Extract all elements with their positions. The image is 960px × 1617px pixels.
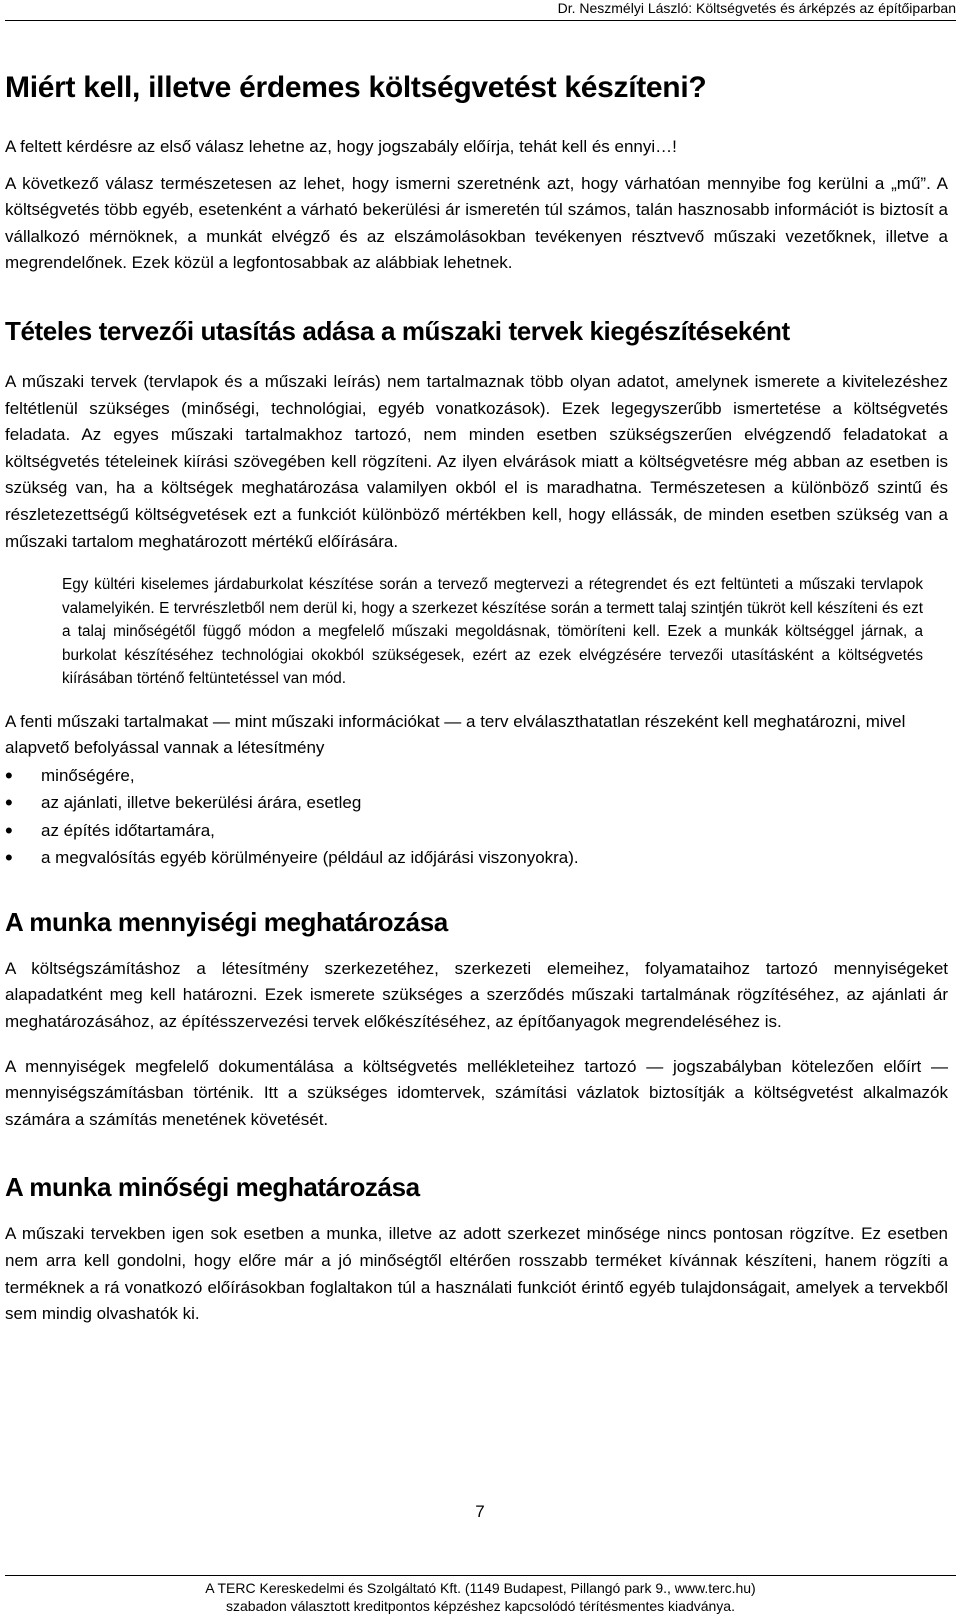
list-item: • az ajánlati, illetve bekerülési árára, esetleg: [5, 789, 948, 817]
section-title-quality: A munka minőségi meghatározása: [5, 1172, 420, 1203]
list-item: • minőségére,: [5, 762, 948, 790]
running-header-title: Dr. Neszmélyi László: Költségvetés és árképzés az építőiparban: [557, 0, 956, 16]
page-number: 7: [475, 1502, 485, 1521]
footer: [5, 1575, 956, 1615]
paragraph-why-1: A feltett kérdésre az első válasz lehetne az, hogy jogszabály előírja, tehát kell és ennyi…!: [5, 137, 677, 156]
running-header: [5, 0, 956, 21]
paragraph-design-1: A műszaki tervek (tervlapok és a műszaki leírás) nem tartalmaznak több olyan adatot, amelynek ismerete a kivitelezéshez feltétlenül szükséges (minőségi, technológiai, egyéb vonatkozások). Ezek legegyszerűbb ismertetése a költségvetés feladata. Az egyes műszaki tartalmakhoz tartozó, nem minden esetben szükségszerűen elvégzendő feladatokat a költségvetés tételeinek kiírási szövegében kell rögzíteni. Az ilyen elvárások miatt a költségvetésre még abban az esetben is szükség van, ha a költségek meghatározása valamilyen okból el is maradhatna. Természetesen a különböző szintű és részletezettségű költségvetések ezt a funkciót különböző mértékben kell, hogy ellássák, de minden esetben szükség van a műszaki tartalom meghatározott mértékű előírására.: [5, 371, 948, 551]
footer-line-2: szabadon választott kreditpontos képzéshez kapcsolódó térítésmentes kiadványa.: [226, 1598, 735, 1614]
impact-list: [5, 762, 948, 872]
example-paragraph: Egy kültéri kiselemes járdaburkolat készítése során a tervező megtervezi a rétegrendet és ezt feltünteti a műszaki tervlapok valamelyikén. E tervrészletből nem derül ki, hogy a szerkezet készítése során a termett talaj szintjén tükröt kell készíteni és ezt a talaj minőségétől függő módon a megfelelő műszaki megoldásnak, tömöríteni kell. Ezek a munkák költséggel járnak, a burkolat készítéséhez technológiai okokból szükségesek, ezért az ezek elvégzésére tervezői utasításként a költségvetés kiírásában történő feltüntetéssel van mód.: [62, 576, 923, 688]
paragraph-quality-1: A műszaki tervekben igen sok esetben a munka, illetve az adott szerkezet minősége nincs pontosan rögzítve. Ez esetben nem arra kell gondolni, hogy előre már a jó minőségtől eltérően rosszabb terméket kívánnak készíteni, hanem rögzíti a terméknek a rá vonatkozó előírásokban foglaltakon túl a használati funkciót érintő egyéb tulajdonságait, amelyek a tervekből sem mindig olvashatók ki.: [5, 1224, 948, 1324]
section-title-design: Tételes tervezői utasítás adása a műszaki tervek kiegészítéseként: [5, 315, 790, 346]
paragraph-quantity-2: A mennyiségek megfelelő dokumentálása a költségvetés mellékleteihez tartozó — jogszabályban kötelezően előírt — mennyiségszámításban történik. Itt a szükséges idomtervek, számítási vázlatok biztosítják a költségvetést alkalmazók számára a számítás menetének követését.: [5, 1056, 948, 1129]
paragraph-design-2: A fenti műszaki tartalmakat — mint műszaki információkat — a terv elválaszthatatlan részeként kell meghatározni, mivel alapvető befolyással vannak a létesítmény: [5, 711, 906, 758]
paragraph-why-2: A következő válasz természetesen az lehet, hogy ismerni szeretnénk azt, hogy várhatóan mennyibe fog kerülni a „mű”. A költségvetés több egyéb, esetenként a várható bekerülési ár ismeretén túl számos, talán hasznosabb információt is biztosít a vállalkozó mérnöknek, a munkát elvégző és az elszámolásokban tevékenyen résztvevő műszaki vezetőknek, illetve a megrendelőnek. Ezek közül a legfontosabbak az alábbiak lehetnek.: [5, 173, 948, 273]
footer-line-1: A TERC Kereskedelmi és Szolgáltató Kft. (1149 Budapest, Pillangó park 9., www.terc.hu): [205, 1580, 756, 1596]
section-title-why: Miért kell, illetve érdemes költségvetést készíteni?: [5, 71, 707, 104]
list-item: • az építés időtartamára,: [5, 817, 948, 845]
paragraph-quantity-1: A költségszámításhoz a létesítmény szerkezetéhez, szerkezeti elemeihez, folyamataihoz tartozó mennyiségeket alapadatként meg kell határozni. Ezek ismerete szükséges a szerződés műszaki tartalmának rögzítéséhez, az ajánlati ár meghatározásához, az építésszervezési tervek előkészítéséhez, az építőanyagok megrendeléséhez is.: [5, 958, 948, 1031]
list-item: • a megvalósítás egyéb körülményeire (például az időjárási viszonyokra).: [5, 844, 948, 872]
page-content: [5, 70, 948, 1328]
section-title-quantity: A munka mennyiségi meghatározása: [5, 906, 448, 937]
